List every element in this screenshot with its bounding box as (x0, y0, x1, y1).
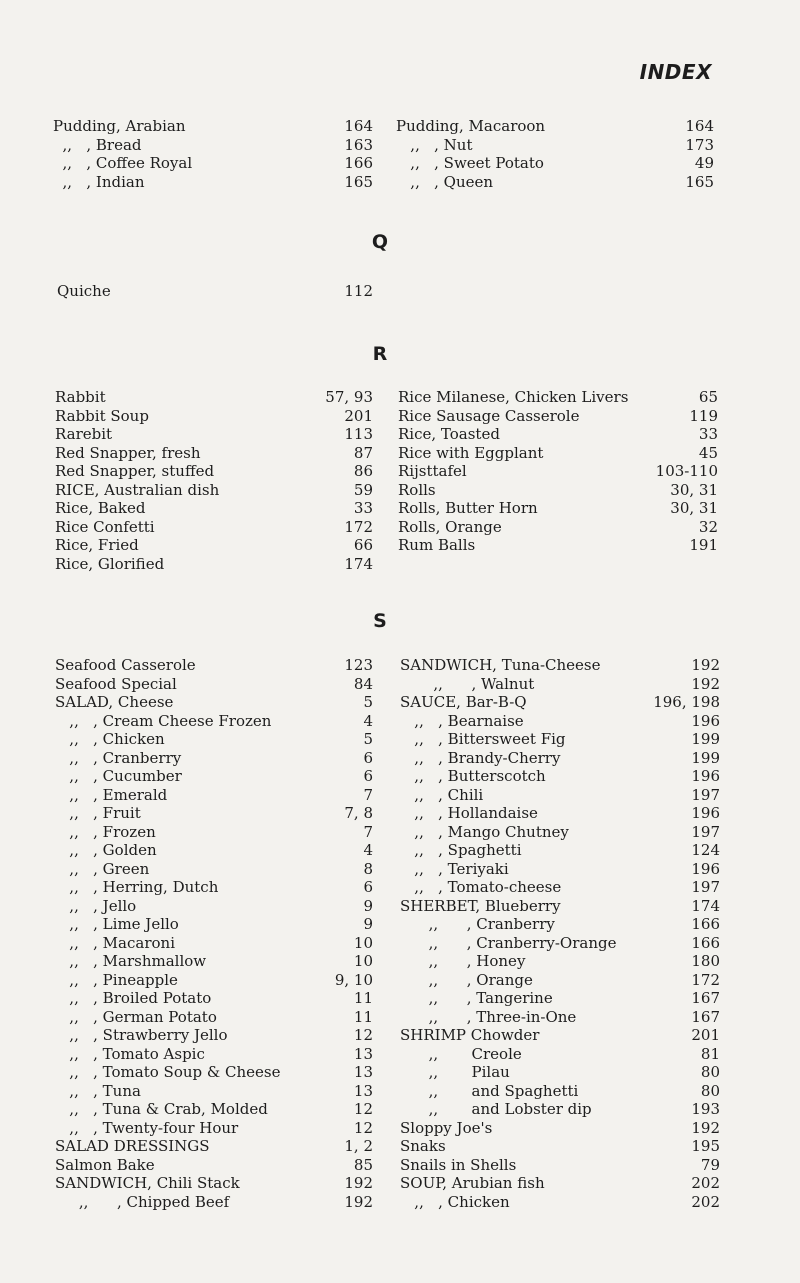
index-entry (55, 462, 373, 481)
index-entry (398, 407, 718, 426)
index-entry (398, 462, 718, 481)
entry-page-number: 172 (691, 970, 720, 989)
index-entry (55, 407, 373, 426)
index-entry (55, 878, 373, 897)
entry-page-number: 30, 31 (670, 499, 718, 517)
entry-page-number: 7 (363, 822, 373, 841)
entry-term: SANDWICH, Chili Stack (55, 1174, 240, 1192)
entry-page-number: 119 (689, 406, 718, 425)
entry-page-number: 12 (353, 1100, 373, 1118)
entry-page-number: 49 (694, 154, 714, 172)
entry-page-number: 166 (344, 154, 373, 172)
index-entry (400, 1137, 720, 1156)
index-entry (400, 656, 720, 675)
entry-page-number: 202 (691, 1192, 720, 1211)
index-entry (55, 1100, 373, 1119)
entry-term: Rolls (398, 480, 436, 499)
entry-page-number: 7 (363, 785, 373, 804)
entry-term: ,, , Mango Chutney (400, 822, 569, 841)
entry-term: ,, , Cranberry (400, 915, 555, 933)
entry-term: Rice Milanese, Chicken Livers (398, 388, 629, 406)
index-entry (400, 804, 720, 823)
entry-page-number: 33 (353, 499, 373, 517)
entry-term: ,, , Green (55, 859, 150, 878)
entry-page-number: 165 (685, 172, 714, 191)
entry-page-number: 197 (691, 822, 720, 841)
entry-term: SANDWICH, Tuna-Cheese (400, 656, 601, 674)
entry-term: ,, , German Potato (55, 1007, 217, 1026)
entry-page-number: 13 (353, 1063, 373, 1081)
index-entry (55, 989, 373, 1008)
entry-term: SOUP, Arubian fish (400, 1174, 545, 1192)
entry-term: ,, , Sweet Potato (396, 154, 544, 172)
entry-term: ,, , Bearnaise (400, 711, 524, 730)
entry-page-number: 86 (353, 462, 373, 480)
entry-term: Seafood Special (55, 674, 177, 693)
index-entry (398, 518, 718, 537)
entry-page-number: 201 (344, 406, 373, 425)
s-right-column (400, 656, 720, 1211)
entry-term: ,, , Brandy-Cherry (400, 748, 561, 767)
entry-term: ,, , Butterscotch (400, 767, 546, 785)
index-heading: INDEX (639, 60, 712, 84)
entry-page-number: 167 (691, 1007, 720, 1026)
entry-page-number: 166 (691, 933, 720, 952)
index-entry (400, 897, 720, 916)
index-entry (55, 1137, 373, 1156)
entry-term: ,, Pilau (400, 1063, 510, 1081)
entry-term: Salmon Bake (55, 1155, 155, 1174)
entry-page-number: 6 (363, 878, 373, 896)
pudding-right-column (396, 117, 714, 191)
entry-page-number: 199 (691, 730, 720, 748)
entry-page-number: 196 (691, 711, 720, 730)
entry-term: Rice Confetti (55, 517, 155, 536)
entry-page-number: 1, 2 (344, 1137, 373, 1155)
entry-term: RICE, Australian dish (55, 480, 220, 499)
entry-term: Quiche (57, 282, 111, 300)
entry-term: Rabbit Soup (55, 406, 149, 425)
entry-page-number: 84 (353, 674, 373, 693)
entry-term: ,, Creole (400, 1044, 522, 1063)
index-entry (55, 915, 373, 934)
pudding-left-column (53, 117, 373, 191)
entry-page-number: 45 (698, 443, 718, 462)
index-entry (398, 536, 718, 555)
index-entry (53, 154, 373, 173)
entry-page-number: 165 (344, 172, 373, 191)
entry-page-number: 173 (685, 135, 714, 154)
index-entry (55, 897, 373, 916)
entry-page-number: 124 (691, 841, 720, 859)
entry-page-number: 103-110 (655, 462, 718, 480)
entry-page-number: 196 (691, 859, 720, 878)
index-entry (400, 823, 720, 842)
entry-page-number: 192 (691, 1118, 720, 1137)
entry-term: ,, , Broiled Potato (55, 989, 212, 1007)
index-entry (400, 1082, 720, 1101)
index-entry (398, 499, 718, 518)
index-entry (400, 989, 720, 1008)
index-entry (55, 712, 373, 731)
index-entry (398, 388, 718, 407)
entry-term: ,, , Macaroni (55, 933, 175, 952)
entry-page-number: 87 (353, 443, 373, 462)
entry-page-number: 180 (691, 952, 720, 970)
entry-term: ,, , Orange (400, 970, 533, 989)
entry-term: ,, , Nut (396, 135, 473, 154)
entry-page-number: 164 (685, 117, 714, 135)
entry-page-number: 12 (353, 1118, 373, 1137)
section-letter-s: S (373, 610, 387, 632)
entry-term: ,, , Queen (396, 172, 494, 191)
entry-term: ,, , Tomato Soup & Cheese (55, 1063, 281, 1081)
index-entry (55, 555, 373, 574)
entry-page-number: 195 (691, 1137, 720, 1155)
entry-term: Rice, Fried (55, 536, 139, 554)
entry-term: Rice, Baked (55, 499, 146, 517)
section-letter-q: Q (371, 231, 389, 253)
entry-page-number: 9, 10 (334, 970, 373, 989)
index-entry (53, 117, 373, 136)
index-entry (55, 823, 373, 842)
index-entry (55, 841, 373, 860)
entry-term: Rijsttafel (398, 462, 467, 480)
q-left-column (57, 282, 373, 301)
index-entry (400, 730, 720, 749)
entry-page-number: 4 (363, 841, 373, 859)
entry-page-number: 9 (363, 915, 373, 933)
entry-page-number: 80 (700, 1081, 720, 1100)
entry-term: Rarebit (55, 425, 113, 443)
index-entry (55, 1045, 373, 1064)
entry-term: SHERBET, Blueberry (400, 896, 561, 915)
index-entry (398, 444, 718, 463)
entry-term: ,, , Chili (400, 785, 484, 804)
entry-page-number: 113 (344, 425, 373, 443)
entry-page-number: 13 (353, 1081, 373, 1100)
index-entry (55, 1026, 373, 1045)
index-entry (55, 1174, 373, 1193)
entry-page-number: 174 (691, 896, 720, 915)
entry-page-number: 5 (363, 730, 373, 748)
index-entry (400, 712, 720, 731)
entry-page-number: 4 (363, 711, 373, 730)
index-entry (55, 730, 373, 749)
index-entry (55, 481, 373, 500)
entry-term: ,, , Golden (55, 841, 157, 859)
entry-page-number: 80 (700, 1063, 720, 1081)
index-entry (400, 749, 720, 768)
index-entry (400, 934, 720, 953)
entry-term: ,, and Spaghetti (400, 1081, 579, 1100)
entry-term: ,, , Emerald (55, 785, 168, 804)
entry-page-number: 13 (353, 1044, 373, 1063)
entry-page-number: 192 (691, 656, 720, 674)
entry-term: Rum Balls (398, 536, 476, 554)
index-entry (396, 136, 714, 155)
entry-page-number: 192 (691, 674, 720, 693)
entry-term: ,, , Frozen (55, 822, 156, 841)
entry-term: SALAD, Cheese (55, 693, 174, 711)
entry-page-number: 166 (691, 915, 720, 933)
entry-term: Rabbit (55, 388, 106, 406)
entry-page-number: 30, 31 (670, 480, 718, 499)
entry-page-number: 8 (363, 859, 373, 878)
index-entry (55, 860, 373, 879)
entry-term: ,, , Coffee Royal (53, 154, 193, 172)
index-entry (55, 388, 373, 407)
entry-page-number: 6 (363, 748, 373, 767)
entry-term: ,, , Tangerine (400, 989, 553, 1007)
entry-page-number: 11 (353, 1007, 373, 1026)
index-entry (55, 675, 373, 694)
entry-page-number: 12 (353, 1026, 373, 1044)
index-entry (400, 841, 720, 860)
index-entry (53, 173, 373, 192)
index-entry (55, 952, 373, 971)
entry-term: Red Snapper, stuffed (55, 462, 215, 480)
entry-page-number: 33 (698, 425, 718, 443)
entry-term: Snails in Shells (400, 1155, 517, 1174)
entry-page-number: 196, 198 (653, 693, 720, 711)
entry-page-number: 123 (344, 656, 373, 674)
entry-term: ,, and Lobster dip (400, 1100, 592, 1118)
entry-page-number: 81 (700, 1044, 720, 1063)
index-entry (400, 1026, 720, 1045)
index-entry (400, 1174, 720, 1193)
index-entry (55, 425, 373, 444)
entry-term: ,, , Bittersweet Fig (400, 730, 566, 748)
entry-page-number: 196 (691, 804, 720, 822)
index-entry (400, 1119, 720, 1138)
entry-term: ,, , Strawberry Jello (55, 1026, 228, 1044)
entry-term: ,, , Chipped Beef (55, 1192, 230, 1211)
index-entry (55, 804, 373, 823)
index-entry (398, 481, 718, 500)
index-entry (55, 1119, 373, 1138)
index-entry (400, 1100, 720, 1119)
entry-page-number: 57, 93 (325, 388, 373, 406)
entry-term: ,, , Cranberry-Orange (400, 933, 617, 952)
index-entry (55, 444, 373, 463)
entry-term: ,, , Cranberry (55, 748, 182, 767)
entry-term: Rolls, Orange (398, 517, 502, 536)
entry-term: ,, , Cream Cheese Frozen (55, 711, 272, 730)
entry-page-number: 193 (691, 1100, 720, 1118)
entry-term: ,, , Lime Jello (55, 915, 179, 933)
entry-term: Rolls, Butter Horn (398, 499, 538, 517)
index-entry (55, 1063, 373, 1082)
entry-term: SAUCE, Bar-B-Q (400, 693, 527, 711)
entry-page-number: 9 (363, 896, 373, 915)
r-right-column (398, 388, 718, 555)
entry-term: Seafood Casserole (55, 656, 196, 674)
entry-page-number: 164 (344, 117, 373, 135)
index-entry (400, 767, 720, 786)
entry-term: ,, , Indian (53, 172, 145, 191)
index-entry (400, 675, 720, 694)
entry-term: Pudding, Macaroon (396, 117, 546, 135)
index-entry (400, 860, 720, 879)
entry-page-number: 112 (344, 282, 373, 300)
index-entry (400, 1063, 720, 1082)
index-entry (396, 117, 714, 136)
entry-term: Rice with Eggplant (398, 443, 544, 462)
entry-page-number: 59 (353, 480, 373, 499)
index-entry (55, 1156, 373, 1175)
index-entry (55, 786, 373, 805)
entry-page-number: 167 (691, 989, 720, 1007)
entry-term: ,, , Walnut (400, 674, 535, 693)
entry-term: Rice, Toasted (398, 425, 500, 443)
entry-page-number: 7, 8 (344, 804, 373, 822)
entry-term: ,, , Jello (55, 896, 137, 915)
entry-term: ,, , Honey (400, 952, 526, 970)
index-entry (55, 934, 373, 953)
entry-page-number: 197 (691, 878, 720, 896)
entry-term: Sloppy Joe's (400, 1118, 493, 1137)
index-entry (400, 1045, 720, 1064)
entry-term: ,, , Pineapple (55, 970, 178, 989)
index-entry (400, 971, 720, 990)
index-entry (400, 1193, 720, 1212)
entry-page-number: 196 (691, 767, 720, 785)
entry-page-number: 11 (353, 989, 373, 1007)
index-entry (400, 786, 720, 805)
entry-page-number: 202 (691, 1174, 720, 1192)
entry-page-number: 66 (353, 536, 373, 554)
index-entry (396, 154, 714, 173)
entry-page-number: 163 (344, 135, 373, 154)
entry-term: ,, , Fruit (55, 804, 141, 822)
index-entry (57, 282, 373, 301)
r-left-column (55, 388, 373, 573)
entry-term: Snaks (400, 1137, 446, 1155)
section-letter-r: R (372, 343, 388, 365)
index-entry (55, 749, 373, 768)
entry-term: ,, , Tomato Aspic (55, 1044, 205, 1063)
index-entry (55, 693, 373, 712)
index-entry (55, 767, 373, 786)
entry-term: ,, , Marshmallow (55, 952, 207, 970)
entry-term: ,, , Twenty-four Hour (55, 1118, 239, 1137)
entry-page-number: 6 (363, 767, 373, 785)
index-entry (55, 536, 373, 555)
index-entry (400, 1156, 720, 1175)
entry-term: ,, , Chicken (55, 730, 165, 748)
entry-page-number: 192 (344, 1192, 373, 1211)
index-entry (400, 1008, 720, 1027)
entry-term: Rice Sausage Casserole (398, 406, 580, 425)
s-left-column (55, 656, 373, 1211)
entry-term: ,, , Herring, Dutch (55, 878, 219, 896)
entry-term: Rice, Glorified (55, 554, 165, 573)
index-entry (55, 656, 373, 675)
entry-term: ,, , Three-in-One (400, 1007, 577, 1026)
entry-page-number: 192 (344, 1174, 373, 1192)
entry-term: ,, , Chicken (400, 1192, 510, 1211)
index-entry (55, 1193, 373, 1212)
index-entry (398, 425, 718, 444)
entry-term: ,, , Hollandaise (400, 804, 538, 822)
index-entry (400, 693, 720, 712)
entry-page-number: 10 (353, 952, 373, 970)
entry-page-number: 191 (689, 536, 718, 554)
entry-term: ,, , Tuna (55, 1081, 141, 1100)
index-entry (55, 1082, 373, 1101)
entry-page-number: 197 (691, 785, 720, 804)
entry-term: ,, , Tuna & Crab, Molded (55, 1100, 268, 1118)
entry-page-number: 172 (344, 517, 373, 536)
entry-term: SHRIMP Chowder (400, 1026, 540, 1044)
entry-term: SALAD DRESSINGS (55, 1137, 210, 1155)
entry-term: ,, , Tomato-cheese (400, 878, 562, 896)
index-entry (53, 136, 373, 155)
entry-page-number: 32 (698, 517, 718, 536)
index-entry (55, 971, 373, 990)
index-entry (55, 518, 373, 537)
entry-page-number: 85 (353, 1155, 373, 1174)
entry-page-number: 174 (344, 554, 373, 573)
index-entry (400, 952, 720, 971)
index-entry (55, 499, 373, 518)
entry-term: ,, , Spaghetti (400, 841, 522, 859)
entry-term: Red Snapper, fresh (55, 443, 201, 462)
entry-term: ,, , Cucumber (55, 767, 182, 785)
entry-term: Pudding, Arabian (53, 117, 186, 135)
entry-page-number: 10 (353, 933, 373, 952)
entry-page-number: 5 (363, 693, 373, 711)
entry-term: ,, , Bread (53, 135, 142, 154)
index-entry (396, 173, 714, 192)
entry-page-number: 199 (691, 748, 720, 767)
entry-page-number: 65 (698, 388, 718, 406)
entry-term: ,, , Teriyaki (400, 859, 509, 878)
index-entry (400, 878, 720, 897)
entry-page-number: 201 (691, 1026, 720, 1044)
index-entry (55, 1008, 373, 1027)
index-entry (400, 915, 720, 934)
entry-page-number: 79 (700, 1155, 720, 1174)
